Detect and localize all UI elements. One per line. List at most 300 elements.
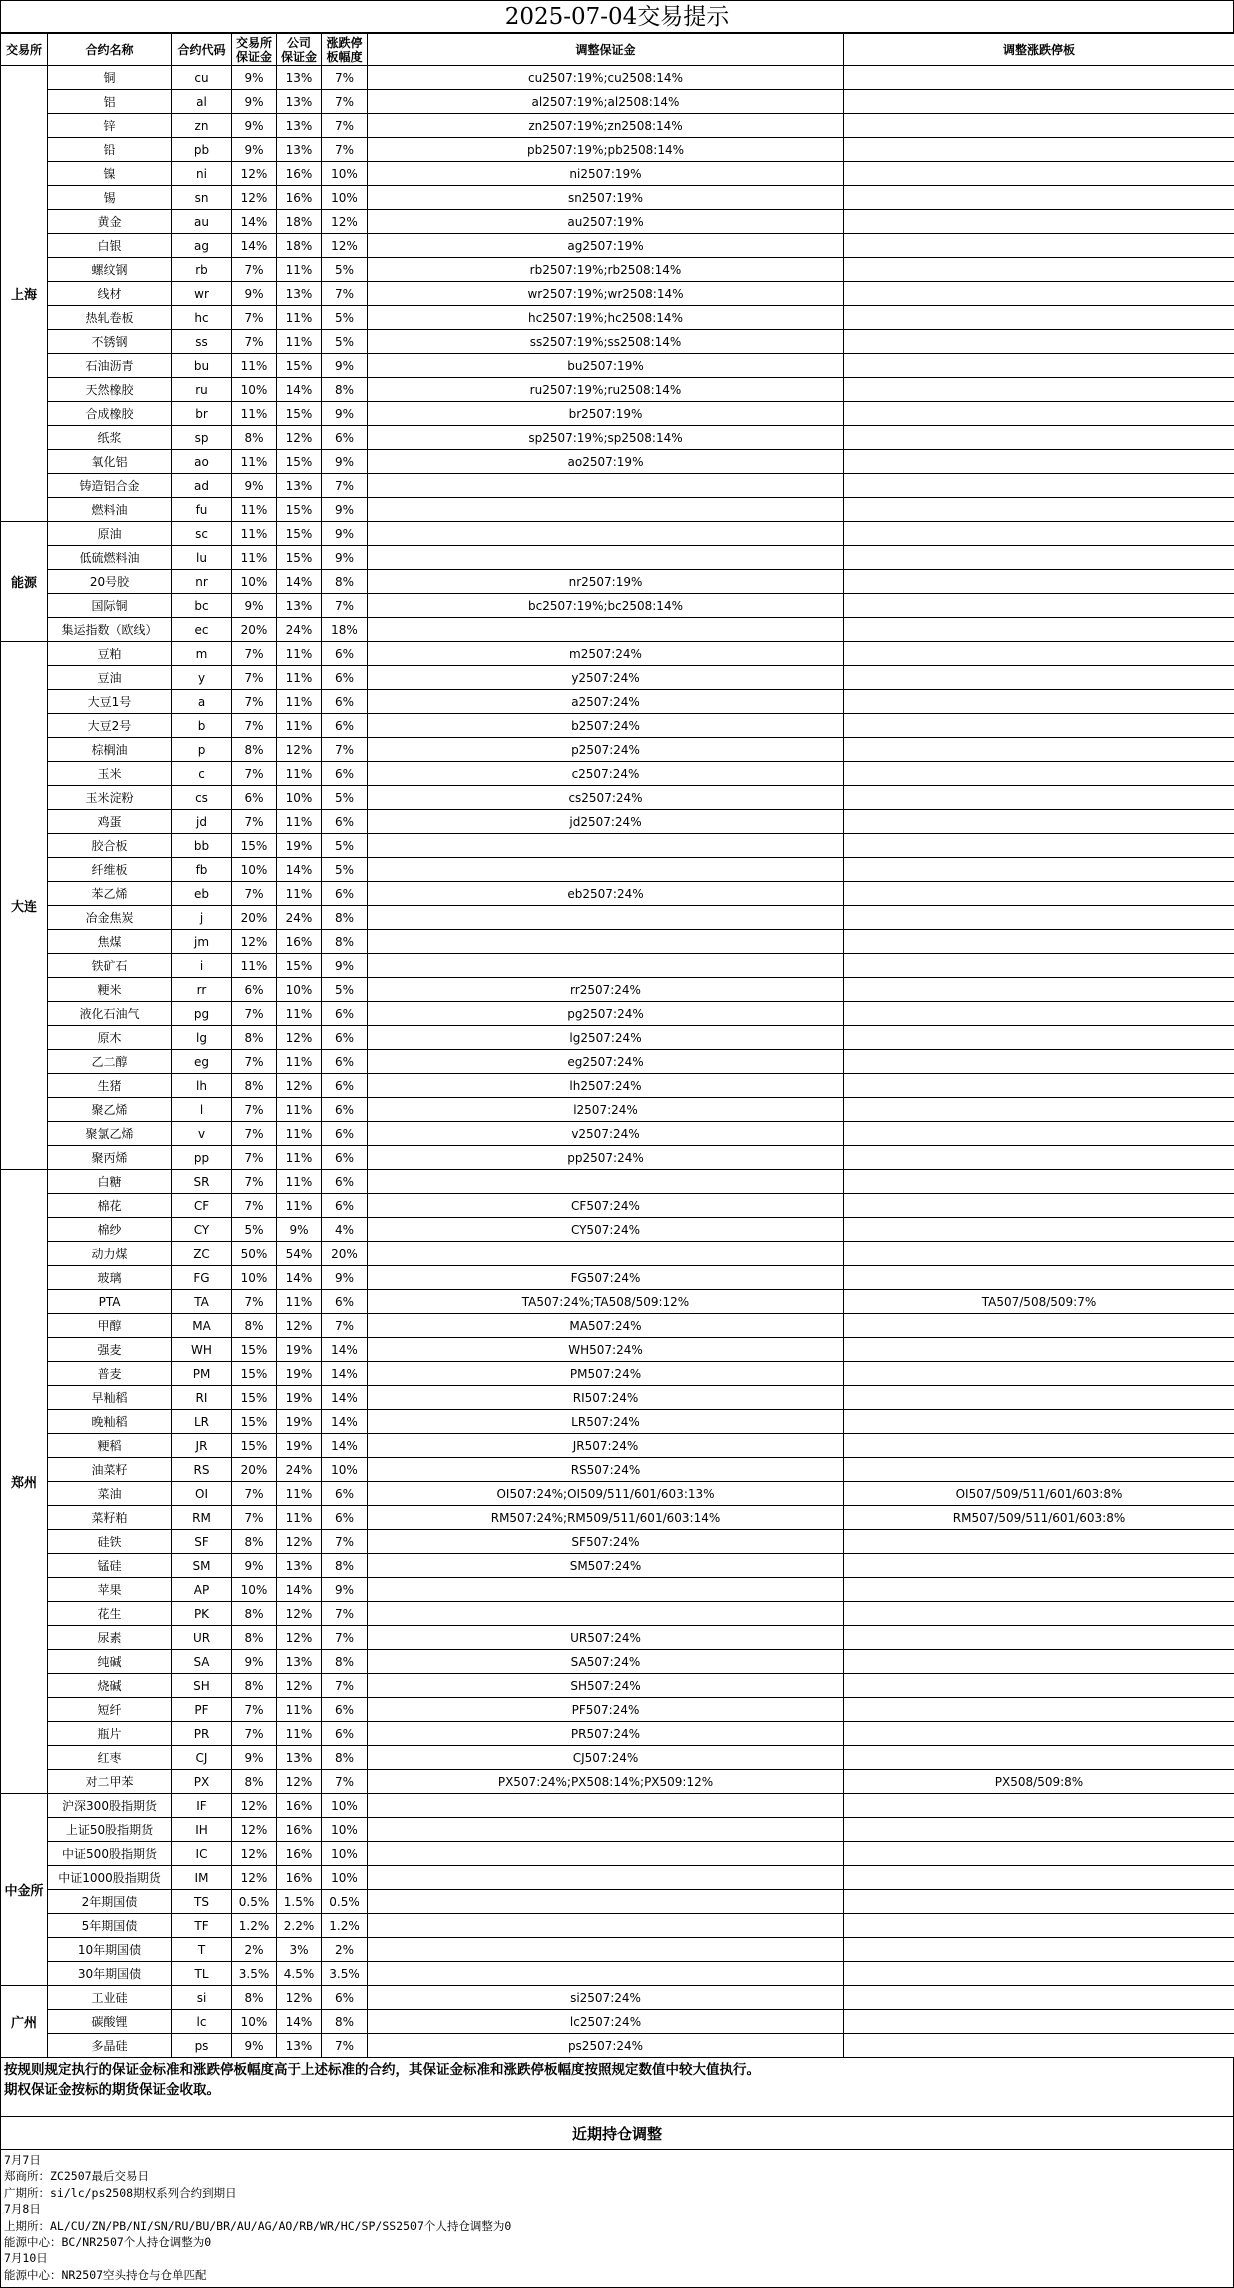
contract-code-cell: fb xyxy=(172,858,232,882)
contract-name-cell: 2年期国债 xyxy=(48,1890,172,1914)
company-margin-cell: 11% xyxy=(277,690,322,714)
contract-name-cell: 原油 xyxy=(48,522,172,546)
table-row xyxy=(1,1842,1234,1866)
adjusted-limit-cell xyxy=(844,1938,1234,1962)
exchange-margin-cell: 12% xyxy=(232,162,277,186)
company-margin-cell: 12% xyxy=(277,426,322,450)
adjusted-limit-cell xyxy=(844,1194,1234,1218)
exchange-margin-cell: 8% xyxy=(232,1602,277,1626)
table-row xyxy=(1,1818,1234,1842)
price-limit-cell: 6% xyxy=(322,1482,368,1506)
company-margin-cell: 11% xyxy=(277,258,322,282)
price-limit-cell: 7% xyxy=(322,1674,368,1698)
contract-code-cell: JR xyxy=(172,1434,232,1458)
price-limit-cell: 14% xyxy=(322,1338,368,1362)
contract-name-cell: 氧化铝 xyxy=(48,450,172,474)
contract-code-cell: RS xyxy=(172,1458,232,1482)
contract-name-cell: 尿素 xyxy=(48,1626,172,1650)
adjusted-margin-cell: cs2507:24% xyxy=(368,786,844,810)
contract-name-cell: 天然橡胶 xyxy=(48,378,172,402)
company-margin-cell: 13% xyxy=(277,474,322,498)
company-margin-cell: 54% xyxy=(277,1242,322,1266)
company-margin-cell: 11% xyxy=(277,1698,322,1722)
price-limit-cell: 6% xyxy=(322,642,368,666)
adjusted-limit-cell: PX508/509:8% xyxy=(844,1770,1234,1794)
price-limit-cell: 7% xyxy=(322,474,368,498)
adjusted-margin-cell: PM507:24% xyxy=(368,1362,844,1386)
contract-name-cell: 豆粕 xyxy=(48,642,172,666)
table-row xyxy=(1,1914,1234,1938)
exchange-margin-cell: 15% xyxy=(232,1338,277,1362)
company-margin-cell: 15% xyxy=(277,450,322,474)
exchange-margin-cell: 20% xyxy=(232,906,277,930)
adjusted-margin-cell: RS507:24% xyxy=(368,1458,844,1482)
adjusted-limit-cell xyxy=(844,1794,1234,1818)
contract-name-cell: 热轧卷板 xyxy=(48,306,172,330)
company-margin-cell: 11% xyxy=(277,1002,322,1026)
company-margin-cell: 24% xyxy=(277,1458,322,1482)
table-row xyxy=(1,1026,1234,1050)
exchange-margin-cell: 8% xyxy=(232,1770,277,1794)
contract-code-cell: lh xyxy=(172,1074,232,1098)
contract-name-cell: 对二甲苯 xyxy=(48,1770,172,1794)
company-margin-cell: 16% xyxy=(277,1794,322,1818)
exchange-margin-cell: 1.2% xyxy=(232,1914,277,1938)
adjusted-limit-cell xyxy=(844,1866,1234,1890)
company-margin-cell: 11% xyxy=(277,1194,322,1218)
adjusted-margin-cell: lg2507:24% xyxy=(368,1026,844,1050)
contract-code-cell: y xyxy=(172,666,232,690)
company-margin-cell: 3% xyxy=(277,1938,322,1962)
contract-name-cell: 菜油 xyxy=(48,1482,172,1506)
price-limit-cell: 6% xyxy=(322,1098,368,1122)
adjusted-margin-cell: a2507:24% xyxy=(368,690,844,714)
price-limit-cell: 6% xyxy=(322,1722,368,1746)
exchange-margin-cell: 7% xyxy=(232,810,277,834)
price-limit-cell: 9% xyxy=(322,354,368,378)
price-limit-cell: 6% xyxy=(322,714,368,738)
adjusted-limit-cell xyxy=(844,570,1234,594)
contract-code-cell: b xyxy=(172,714,232,738)
adjusted-limit-cell xyxy=(844,330,1234,354)
notes-block xyxy=(0,2058,1234,2116)
contract-name-cell: 低硫燃料油 xyxy=(48,546,172,570)
contract-name-cell: 苯乙烯 xyxy=(48,882,172,906)
price-limit-cell: 6% xyxy=(322,1194,368,1218)
contract-name-cell: 线材 xyxy=(48,282,172,306)
price-limit-cell: 8% xyxy=(322,1554,368,1578)
adjusted-limit-cell xyxy=(844,738,1234,762)
price-limit-cell: 7% xyxy=(322,1602,368,1626)
adjusted-limit-cell xyxy=(844,954,1234,978)
contract-code-cell: ni xyxy=(172,162,232,186)
adjusted-limit-cell xyxy=(844,2034,1234,2058)
adjusted-margin-cell xyxy=(368,858,844,882)
table-row xyxy=(1,1482,1234,1506)
header-price-limit: 涨跌停 板幅度 xyxy=(322,34,368,66)
company-margin-cell: 11% xyxy=(277,306,322,330)
contract-code-cell: sn xyxy=(172,186,232,210)
company-margin-cell: 13% xyxy=(277,114,322,138)
adjusted-margin-cell: bc2507:19%;bc2508:14% xyxy=(368,594,844,618)
contract-name-cell: 聚丙烯 xyxy=(48,1146,172,1170)
adjusted-limit-cell: OI507/509/511/601/603:8% xyxy=(844,1482,1234,1506)
company-margin-cell: 19% xyxy=(277,1434,322,1458)
table-row xyxy=(1,1338,1234,1362)
contract-code-cell: CY xyxy=(172,1218,232,1242)
exchange-margin-cell: 2% xyxy=(232,1938,277,1962)
price-limit-cell: 7% xyxy=(322,1626,368,1650)
price-limit-cell: 10% xyxy=(322,1794,368,1818)
contract-code-cell: bc xyxy=(172,594,232,618)
price-limit-cell: 5% xyxy=(322,858,368,882)
adjusted-limit-cell xyxy=(844,1266,1234,1290)
adjusted-margin-cell: JR507:24% xyxy=(368,1434,844,1458)
company-margin-cell: 11% xyxy=(277,762,322,786)
price-limit-cell: 9% xyxy=(322,954,368,978)
company-margin-cell: 14% xyxy=(277,570,322,594)
price-limit-cell: 6% xyxy=(322,690,368,714)
exchange-cell: 上海 xyxy=(1,66,48,522)
adjusted-margin-cell: lh2507:24% xyxy=(368,1074,844,1098)
company-margin-cell: 12% xyxy=(277,1530,322,1554)
contract-name-cell: 铜 xyxy=(48,66,172,90)
adjusted-margin-cell: rr2507:24% xyxy=(368,978,844,1002)
price-limit-cell: 9% xyxy=(322,450,368,474)
price-limit-cell: 6% xyxy=(322,1290,368,1314)
contract-code-cell: rr xyxy=(172,978,232,1002)
table-row xyxy=(1,1098,1234,1122)
price-limit-cell: 5% xyxy=(322,330,368,354)
adjusted-limit-cell xyxy=(844,210,1234,234)
table-row xyxy=(1,522,1234,546)
adjusted-limit-cell xyxy=(844,1458,1234,1482)
adjusted-limit-cell xyxy=(844,1002,1234,1026)
contract-code-cell: lg xyxy=(172,1026,232,1050)
contract-name-cell: 大豆2号 xyxy=(48,714,172,738)
adjusted-limit-cell xyxy=(844,642,1234,666)
company-margin-cell: 14% xyxy=(277,858,322,882)
adjusted-limit-cell xyxy=(844,762,1234,786)
table-row xyxy=(1,642,1234,666)
adjusted-margin-cell xyxy=(368,1794,844,1818)
adjusted-margin-cell: PX507:24%;PX508:14%;PX509:12% xyxy=(368,1770,844,1794)
exchange-margin-cell: 8% xyxy=(232,1074,277,1098)
table-row xyxy=(1,1410,1234,1434)
exchange-margin-cell: 11% xyxy=(232,354,277,378)
exchange-margin-cell: 9% xyxy=(232,138,277,162)
adjusted-margin-cell: SH507:24% xyxy=(368,1674,844,1698)
adjusted-limit-cell xyxy=(844,1986,1234,2010)
contract-code-cell: SA xyxy=(172,1650,232,1674)
price-limit-cell: 10% xyxy=(322,1458,368,1482)
contract-code-cell: IF xyxy=(172,1794,232,1818)
price-limit-cell: 8% xyxy=(322,906,368,930)
adjusted-margin-cell: CY507:24% xyxy=(368,1218,844,1242)
adjusted-limit-cell xyxy=(844,66,1234,90)
company-margin-cell: 11% xyxy=(277,882,322,906)
adjusted-limit-cell xyxy=(844,186,1234,210)
contract-name-cell: 碳酸锂 xyxy=(48,2010,172,2034)
exchange-margin-cell: 9% xyxy=(232,66,277,90)
contract-code-cell: TA xyxy=(172,1290,232,1314)
contract-code-cell: ec xyxy=(172,618,232,642)
table-row xyxy=(1,2010,1234,2034)
company-margin-cell: 11% xyxy=(277,1122,322,1146)
adjusted-margin-cell: al2507:19%;al2508:14% xyxy=(368,90,844,114)
adjusted-margin-cell: cu2507:19%;cu2508:14% xyxy=(368,66,844,90)
exchange-margin-cell: 14% xyxy=(232,234,277,258)
adjusted-margin-cell xyxy=(368,1938,844,1962)
company-margin-cell: 11% xyxy=(277,714,322,738)
contract-code-cell: a xyxy=(172,690,232,714)
table-row xyxy=(1,1074,1234,1098)
position-line: 郑商所：ZC2507最后交易日 xyxy=(4,2168,1230,2184)
adjusted-limit-cell xyxy=(844,930,1234,954)
contract-code-cell: bb xyxy=(172,834,232,858)
adjusted-margin-cell xyxy=(368,522,844,546)
company-margin-cell: 15% xyxy=(277,354,322,378)
table-row xyxy=(1,570,1234,594)
adjusted-margin-cell: wr2507:19%;wr2508:14% xyxy=(368,282,844,306)
price-limit-cell: 7% xyxy=(322,114,368,138)
table-row xyxy=(1,738,1234,762)
exchange-margin-cell: 7% xyxy=(232,1194,277,1218)
contract-name-cell: 聚乙烯 xyxy=(48,1098,172,1122)
table-row xyxy=(1,954,1234,978)
contract-code-cell: v xyxy=(172,1122,232,1146)
exchange-margin-cell: 12% xyxy=(232,930,277,954)
contract-code-cell: wr xyxy=(172,282,232,306)
header-adjusted-margin: 调整保证金 xyxy=(368,34,844,66)
table-row xyxy=(1,762,1234,786)
contract-name-cell: 甲醇 xyxy=(48,1314,172,1338)
table-row xyxy=(1,1122,1234,1146)
price-limit-cell: 6% xyxy=(322,426,368,450)
header-exchange: 交易所 xyxy=(1,34,48,66)
adjusted-margin-cell: lc2507:24% xyxy=(368,2010,844,2034)
contract-code-cell: CF xyxy=(172,1194,232,1218)
price-limit-cell: 8% xyxy=(322,570,368,594)
company-margin-cell: 13% xyxy=(277,2034,322,2058)
adjusted-limit-cell xyxy=(844,690,1234,714)
table-row xyxy=(1,1266,1234,1290)
company-margin-cell: 11% xyxy=(277,330,322,354)
contract-name-cell: 20号胶 xyxy=(48,570,172,594)
price-limit-cell: 5% xyxy=(322,834,368,858)
adjusted-margin-cell xyxy=(368,930,844,954)
adjusted-limit-cell xyxy=(844,1602,1234,1626)
contract-name-cell: 苹果 xyxy=(48,1578,172,1602)
company-margin-cell: 13% xyxy=(277,594,322,618)
table-row xyxy=(1,210,1234,234)
adjusted-limit-cell: RM507/509/511/601/603:8% xyxy=(844,1506,1234,1530)
contract-name-cell: 锡 xyxy=(48,186,172,210)
adjusted-limit-cell xyxy=(844,1410,1234,1434)
adjusted-limit-cell xyxy=(844,1218,1234,1242)
contract-code-cell: ss xyxy=(172,330,232,354)
company-margin-cell: 12% xyxy=(277,1986,322,2010)
header-contract-code: 合约代码 xyxy=(172,34,232,66)
table-row xyxy=(1,1194,1234,1218)
contract-code-cell: eg xyxy=(172,1050,232,1074)
exchange-margin-cell: 15% xyxy=(232,1410,277,1434)
company-margin-cell: 19% xyxy=(277,834,322,858)
contract-code-cell: p xyxy=(172,738,232,762)
adjusted-limit-cell xyxy=(844,1890,1234,1914)
adjusted-margin-cell: b2507:24% xyxy=(368,714,844,738)
adjusted-limit-cell xyxy=(844,1146,1234,1170)
table-row xyxy=(1,810,1234,834)
adjusted-limit-cell xyxy=(844,1674,1234,1698)
contract-name-cell: 中证1000股指期货 xyxy=(48,1866,172,1890)
contract-name-cell: 多晶硅 xyxy=(48,2034,172,2058)
adjusted-limit-cell xyxy=(844,90,1234,114)
price-limit-cell: 4% xyxy=(322,1218,368,1242)
company-margin-cell: 11% xyxy=(277,1098,322,1122)
price-limit-cell: 7% xyxy=(322,90,368,114)
adjusted-limit-cell xyxy=(844,546,1234,570)
contract-name-cell: 大豆1号 xyxy=(48,690,172,714)
header-adjusted-limit: 调整涨跌停板 xyxy=(844,34,1234,66)
company-margin-cell: 16% xyxy=(277,930,322,954)
adjusted-margin-cell: ps2507:24% xyxy=(368,2034,844,2058)
contract-name-cell: PTA xyxy=(48,1290,172,1314)
exchange-margin-cell: 7% xyxy=(232,642,277,666)
adjusted-limit-cell xyxy=(844,474,1234,498)
contract-name-cell: 原木 xyxy=(48,1026,172,1050)
company-margin-cell: 15% xyxy=(277,546,322,570)
contract-code-cell: TS xyxy=(172,1890,232,1914)
table-row xyxy=(1,138,1234,162)
adjusted-margin-cell: MA507:24% xyxy=(368,1314,844,1338)
price-limit-cell: 7% xyxy=(322,594,368,618)
adjusted-limit-cell xyxy=(844,498,1234,522)
adjusted-limit-cell xyxy=(844,882,1234,906)
adjusted-margin-cell xyxy=(368,1818,844,1842)
contract-name-cell: 上证50股指期货 xyxy=(48,1818,172,1842)
contract-name-cell: 国际铜 xyxy=(48,594,172,618)
exchange-margin-cell: 9% xyxy=(232,2034,277,2058)
price-limit-cell: 10% xyxy=(322,1842,368,1866)
table-row xyxy=(1,1458,1234,1482)
contract-code-cell: PK xyxy=(172,1602,232,1626)
company-margin-cell: 11% xyxy=(277,642,322,666)
price-limit-cell: 8% xyxy=(322,378,368,402)
contract-name-cell: 白糖 xyxy=(48,1170,172,1194)
table-row xyxy=(1,354,1234,378)
adjusted-limit-cell xyxy=(844,1698,1234,1722)
contract-code-cell: LR xyxy=(172,1410,232,1434)
company-margin-cell: 24% xyxy=(277,618,322,642)
exchange-margin-cell: 10% xyxy=(232,2010,277,2034)
adjusted-limit-cell xyxy=(844,810,1234,834)
contract-name-cell: 燃料油 xyxy=(48,498,172,522)
table-row xyxy=(1,258,1234,282)
adjusted-limit-cell xyxy=(844,1314,1234,1338)
margin-table xyxy=(0,33,1234,2058)
header-exchange-margin: 交易所 保证金 xyxy=(232,34,277,66)
exchange-margin-cell: 8% xyxy=(232,1626,277,1650)
exchange-margin-cell: 7% xyxy=(232,1098,277,1122)
contract-code-cell: c xyxy=(172,762,232,786)
position-line: 7月8日 xyxy=(4,2201,1230,2217)
adjusted-limit-cell xyxy=(844,1122,1234,1146)
table-row xyxy=(1,1986,1234,2010)
adjusted-margin-cell: v2507:24% xyxy=(368,1122,844,1146)
company-margin-cell: 19% xyxy=(277,1386,322,1410)
company-margin-cell: 16% xyxy=(277,186,322,210)
price-limit-cell: 2% xyxy=(322,1938,368,1962)
exchange-margin-cell: 7% xyxy=(232,1290,277,1314)
adjusted-limit-cell xyxy=(844,1650,1234,1674)
exchange-margin-cell: 15% xyxy=(232,1386,277,1410)
contract-code-cell: ao xyxy=(172,450,232,474)
company-margin-cell: 13% xyxy=(277,138,322,162)
adjusted-margin-cell: sp2507:19%;sp2508:14% xyxy=(368,426,844,450)
adjusted-limit-cell xyxy=(844,162,1234,186)
contract-code-cell: CJ xyxy=(172,1746,232,1770)
adjusted-limit-cell xyxy=(844,522,1234,546)
company-margin-cell: 12% xyxy=(277,1602,322,1626)
table-row xyxy=(1,186,1234,210)
contract-code-cell: T xyxy=(172,1938,232,1962)
price-limit-cell: 8% xyxy=(322,930,368,954)
adjusted-margin-cell: ag2507:19% xyxy=(368,234,844,258)
contract-code-cell: ps xyxy=(172,2034,232,2058)
company-margin-cell: 24% xyxy=(277,906,322,930)
contract-code-cell: RM xyxy=(172,1506,232,1530)
table-row xyxy=(1,1050,1234,1074)
contract-code-cell: SR xyxy=(172,1170,232,1194)
exchange-margin-cell: 15% xyxy=(232,834,277,858)
adjusted-margin-cell xyxy=(368,618,844,642)
company-margin-cell: 11% xyxy=(277,1146,322,1170)
adjusted-margin-cell xyxy=(368,906,844,930)
note-line: 期权保证金按标的期货保证金收取。 xyxy=(4,2080,1230,2100)
adjusted-limit-cell xyxy=(844,282,1234,306)
contract-code-cell: i xyxy=(172,954,232,978)
contract-name-cell: 铝 xyxy=(48,90,172,114)
adjusted-margin-cell: FG507:24% xyxy=(368,1266,844,1290)
company-margin-cell: 9% xyxy=(277,1218,322,1242)
table-row xyxy=(1,1794,1234,1818)
position-line: 能源中心：NR2507空头持仓与仓单匹配 xyxy=(4,2267,1230,2283)
table-row xyxy=(1,834,1234,858)
price-limit-cell: 9% xyxy=(322,1266,368,1290)
exchange-cell: 郑州 xyxy=(1,1170,48,1794)
contract-code-cell: cu xyxy=(172,66,232,90)
company-margin-cell: 16% xyxy=(277,1866,322,1890)
contract-name-cell: 不锈钢 xyxy=(48,330,172,354)
contract-name-cell: 鸡蛋 xyxy=(48,810,172,834)
table-row xyxy=(1,1434,1234,1458)
table-row xyxy=(1,1578,1234,1602)
adjusted-limit-cell xyxy=(844,306,1234,330)
price-limit-cell: 10% xyxy=(322,1866,368,1890)
adjusted-margin-cell: nr2507:19% xyxy=(368,570,844,594)
exchange-margin-cell: 12% xyxy=(232,1818,277,1842)
company-margin-cell: 4.5% xyxy=(277,1962,322,1986)
contract-code-cell: ag xyxy=(172,234,232,258)
contract-name-cell: 石油沥青 xyxy=(48,354,172,378)
contract-name-cell: 棉花 xyxy=(48,1194,172,1218)
price-limit-cell: 6% xyxy=(322,1170,368,1194)
contract-code-cell: si xyxy=(172,1986,232,2010)
price-limit-cell: 3.5% xyxy=(322,1962,368,1986)
exchange-cell: 广州 xyxy=(1,1986,48,2058)
company-margin-cell: 11% xyxy=(277,1170,322,1194)
